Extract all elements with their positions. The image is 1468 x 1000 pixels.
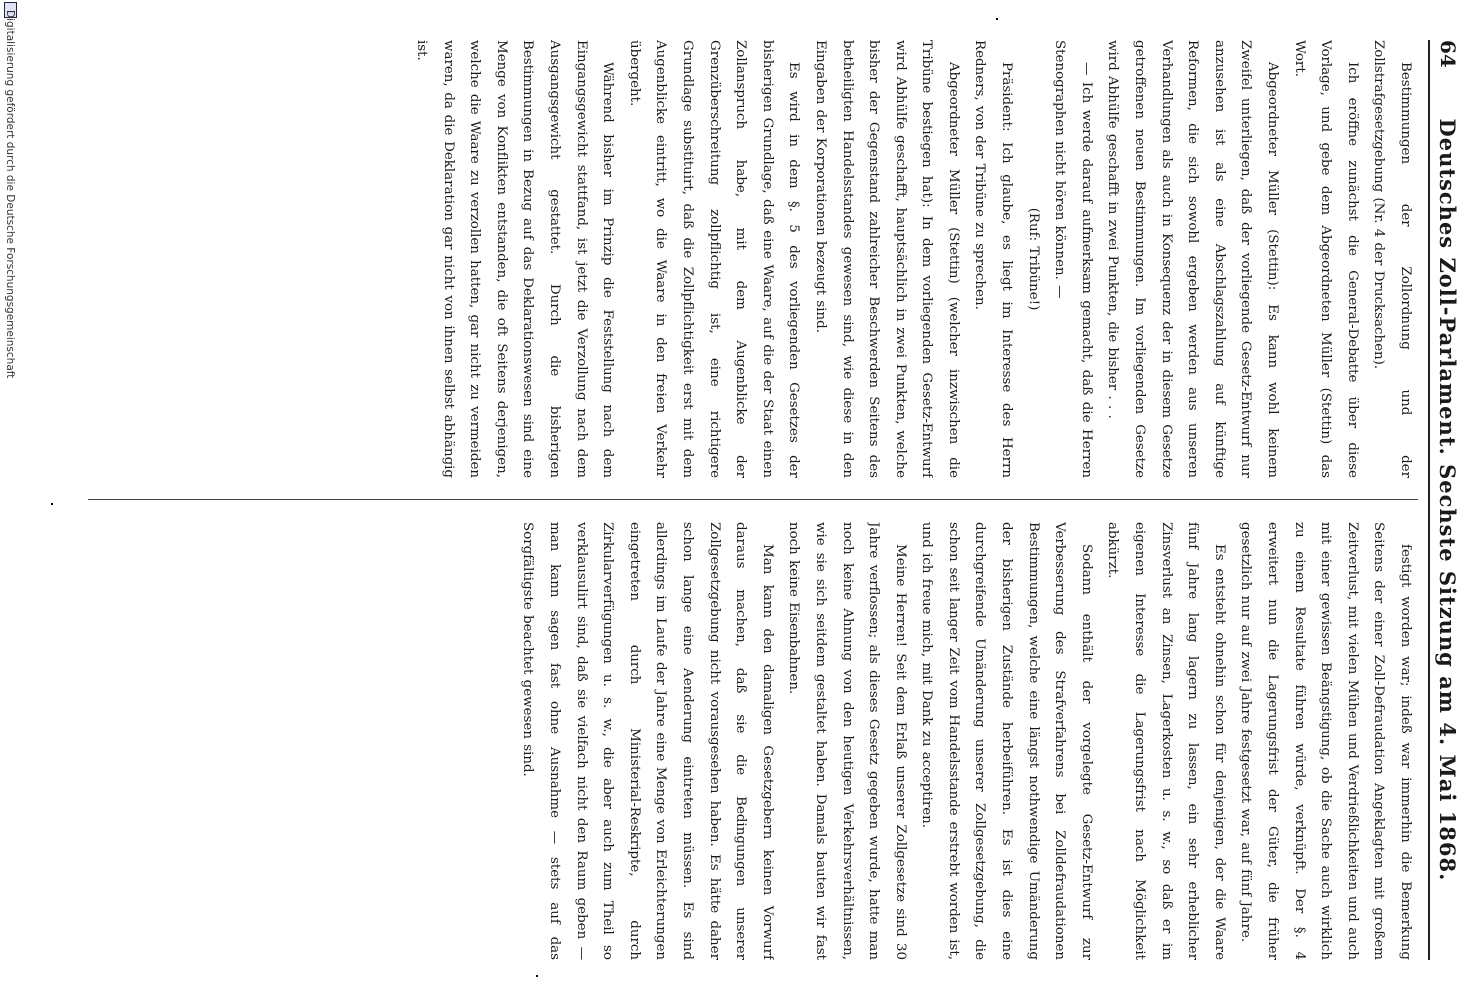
scan-speck	[536, 975, 538, 977]
paragraph: festigt worden war; indeß war immerhin die Bemerkung Seitens der einer Zoll-Defraudation Angeklagten mit großem Zeitverlust, mit vielen Mühen und Verdrießlichkeiten und auch mit einer gewissen Beängstigung, ob die Sache auch wirklich zu einem Resultate führen würde, verknüpft. Der §. 4 erweitert nun die Lagerungsfrist der Güter, die früher gesetzlich nur auf zwei Jahre festgesetzt war, auf fünf Jahre.	[1238, 522, 1413, 960]
right-column	[88, 522, 1418, 960]
scan-speck	[996, 18, 998, 20]
paragraph: Während bisher im Prinzip die Feststellung nach dem Eingangsgewicht stattfand, ist jetzt die Verzollung nach dem Ausgangsgewicht gestattet. Durch die bisherigen Bestimmungen in Bezug auf das Deklarationswesen sind eine Menge von Konflikten entstanden, die oft Seitens derjenigen, welche die Waare zu verzollen hatten, gar nicht zu vermeiden waren, da die Deklaration gar nicht von ihnen selbst abhängig ist.	[414, 40, 616, 478]
paragraph: Präsident: Ich glaube, es liegt im Interesse des Herrn Redners, von der Tribüne zu sprechen.	[972, 40, 1015, 478]
running-title: Deutsches Zoll-Parlament. Sechste Sitzung am 4. Mai 1868.	[1435, 118, 1460, 882]
paragraph: — Ich werde darauf aufmerksam gemacht, daß die Herren Stenographen nicht hören können. —	[1052, 40, 1094, 478]
paragraph: Abgeordneter Müller (Stettin): Es kann wohl keinem Zweifel unterliegen, daß der vorliegende Gesetz-Entwurf nur anzusehen ist als eine Abschlagszahlung auf künftige Reformen, die sich sowohl ergeben werden aus unseren Verhandlungen als auch in Konsequenz der in diesem Gesetze getroffenen neuen Bestimmungen. Im vorliegenden Gesetze wird Abhülfe geschafft in zwei Punkten, die bisher . . .	[1105, 40, 1281, 478]
paragraph: Es wird in dem §. 5 des vorliegenden Gesetzes der bisherigen Grundlage, daß eine Waare, auf die der Staat einen Zollanspruch habe, mit dem Augenblicke der Grenzüberschreitung zollpflichtig ist, eine richtigere Grundlage substituirt, daß die Zollpflichtigkeit erst mit dem Augenblicke eintritt, wo die Waare in den freien Verkehr übergeht.	[626, 40, 802, 478]
paragraph: Abgeordneter Müller (Stettin) (welcher inzwischen die Tribüne bestiegen hat): In dem vorliegenden Gesetz-Entwurf wird Abhülfe geschafft, hauptsächlich in zwei Punkten, welche bisher der Gegenstand zahlreicher Beschwerden Seitens des betheiligten Handelsstandes gewesen sind, wie diese in den Eingaben der Korporationen bezeugt sind.	[812, 40, 961, 478]
left-column	[88, 40, 1418, 478]
page-number: 64	[1436, 40, 1460, 68]
column-divider	[88, 499, 1418, 500]
paragraph: Es entsteht ohnehin schon für denjenigen, der die Waare fünf Jahre lang lagern zu lassen, ein sehr erheblicher Zinsverlust an Zinsen, Lagerkosten u. s. w., so daß er im eigenen Interesse die Lagerungsfrist nach Möglichkeit abkürzt.	[1105, 522, 1227, 960]
paragraph: Man kann den damaligen Gesetzgebern keinen Vorwurf daraus machen, daß sie die Bedingungen unserer Zollgesetzgebung nicht vorausgesehen haben. Es hätte daher schon lange eine Aenderung eintreten müssen. Es sind allerdings im Laufe der Jahre eine Menge von Erleichterungen eingetreten durch Ministerial-Reskripte, durch Zirkularverfügungen u. s. w., die aber auch zum Theil so verklausulirt sind, daß sie vielfach nicht den Raum geben — man kann sagen fast ohne Ausnahme — stets auf das Sorgfältigste beachtet gewesen sind.	[520, 522, 775, 960]
paragraph: Ich eröffne zunächst die General-Debatte über diese Vorlage, und gebe dem Abgeordneten Müller (Stettin) das Wort.	[1291, 40, 1360, 478]
digitization-credit: Digitalisierung gefördert durch die Deutsche Forschungsgemeinschaft	[4, 10, 16, 379]
paragraph: Sodann enthält der vorgelegte Gesetz-Entwurf zur Verbesserung des Strafverfahrens bei Zolldefraudationen Bestimmungen, welche eine längst nothwendige Umänderung der bisherigen Zustände herbeiführen. Es ist dies eine durchgreifende Umänderung unserer Zollgesetzgebung, die schon seit langer Zeit vom Handelsstande erstrebt worden ist, und ich freue mich, mit Dank zu acceptiren.	[919, 522, 1094, 960]
page-header	[1428, 40, 1464, 960]
paragraph: Meine Herren! Seit dem Erlaß unserer Zollgesetze sind 30 Jahre verflossen; als dieses Gesetz gegeben wurde, hatte man noch keine Ahnung von den heutigen Verkehrsverhältnissen, wie sie sich seitdem gestaltet haben. Damals bauten wir fast noch keine Eisenbahnen.	[786, 522, 908, 960]
interjection: (Ruf: Tribüne!)	[1025, 207, 1041, 311]
paragraph: Bestimmungen der Zollordnung und der Zollstrafgesetzgebung (Nr. 4 der Drucksachen).	[1371, 40, 1413, 478]
scan-speck	[51, 503, 53, 505]
